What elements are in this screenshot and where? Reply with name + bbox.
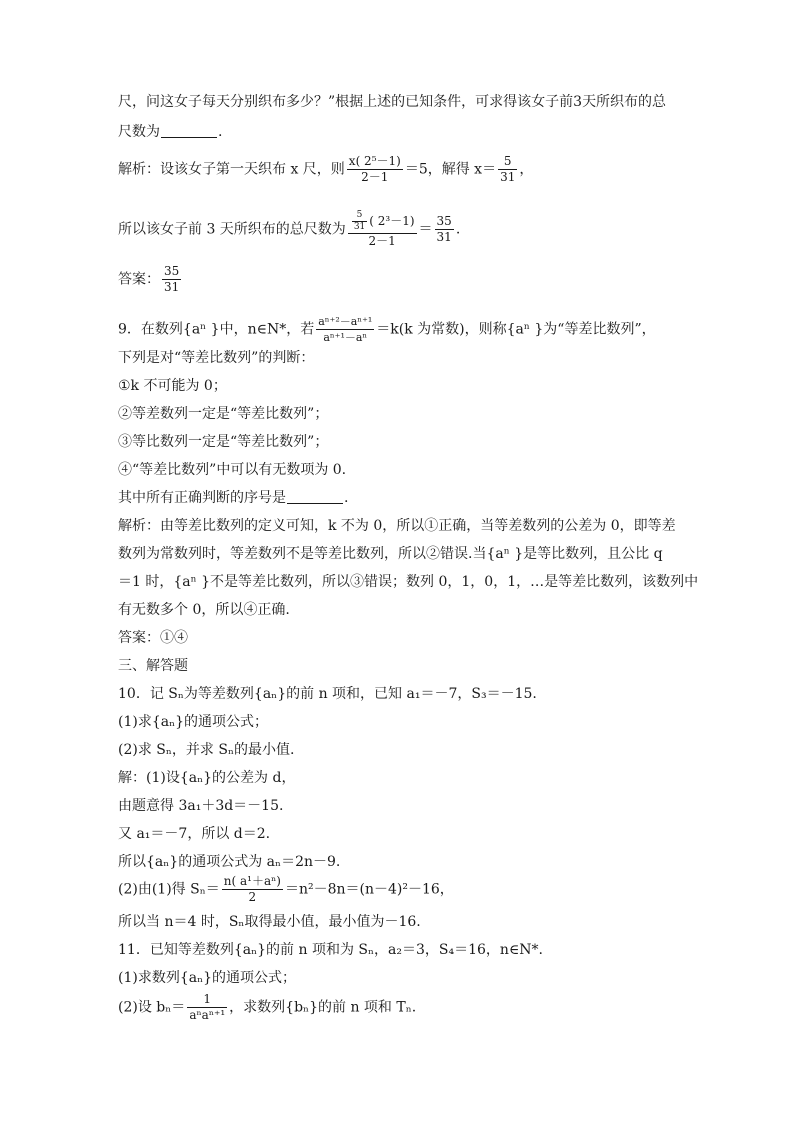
solution-8-line-2 xyxy=(118,210,460,249)
denominator: 31 xyxy=(353,222,366,232)
answer-9: 答案：①④ xyxy=(118,630,188,646)
denominator: 2 xyxy=(248,890,257,904)
fraction xyxy=(435,214,454,245)
solution-9-line-4: 有无数多个 0，所以④正确. xyxy=(118,602,290,618)
text: ＝n²－8n＝(n－4)²－16， xyxy=(284,881,454,898)
numerator: 5 xyxy=(352,210,367,222)
problem-9-line-1 xyxy=(118,314,656,345)
numerator: 1 xyxy=(187,992,227,1008)
numerator xyxy=(348,210,417,234)
numerator: n( a¹＋aⁿ) xyxy=(223,874,281,888)
problem-9-item-3: ③等比数列一定是“等差比数列”； xyxy=(118,434,329,450)
problem-9-question xyxy=(118,488,348,508)
text: ＝ xyxy=(418,221,433,238)
problem-10-part-1: (1)求{aₙ}的通项公式； xyxy=(118,714,269,730)
solution-10-line-3: 又 a₁＝－7，所以 d＝2. xyxy=(118,826,271,842)
solution-10-line-6: 所以当 n＝4 时，Sₙ取得最小值，最小值为－16. xyxy=(118,914,421,930)
numerator: x( 2⁵－1) xyxy=(348,154,401,168)
fraction xyxy=(347,154,403,185)
solution-10-line-5 xyxy=(118,874,454,905)
fraction xyxy=(162,264,181,295)
text: (2)由(1)得 Sₙ＝ xyxy=(118,881,220,898)
text: 答案： xyxy=(118,271,160,288)
problem-11-part-1: (1)求数列{aₙ}的通项公式； xyxy=(118,970,297,986)
answer-blank xyxy=(287,489,343,504)
text: . xyxy=(218,124,223,140)
text: 尺数为 xyxy=(118,124,160,140)
text: . xyxy=(344,490,349,506)
text: (2)设 bₙ＝ xyxy=(118,999,186,1016)
denominator: 31 xyxy=(500,170,516,184)
text: 所以该女子前 3 天所织布的总尺数为 xyxy=(118,221,346,238)
numerator: aⁿ⁺²－aⁿ⁺¹ xyxy=(318,315,373,328)
text: . xyxy=(455,221,461,238)
fraction xyxy=(187,992,227,1023)
answer-8 xyxy=(118,264,183,295)
solution-10-line-1: 解：(1)设{aₙ}的公差为 d， xyxy=(118,770,296,786)
answer-blank xyxy=(161,123,217,138)
fraction xyxy=(222,874,283,905)
problem-10-part-2: (2)求 Sₙ，并求 Sₙ的最小值. xyxy=(118,742,295,758)
text: ＝5，解得 x＝ xyxy=(404,161,497,178)
text: 9．在数列{aⁿ }中，n∈N*，若 xyxy=(118,321,315,338)
denominator: aⁿ⁺¹－aⁿ xyxy=(323,331,368,344)
solution-9-line-2: 数列为常数列时，等差数列不是等差比数列，所以②错误.当{aⁿ }是等比数列，且公比 q xyxy=(118,546,663,562)
problem-8-text-line-2 xyxy=(118,122,222,142)
section-heading: 三、解答题 xyxy=(118,658,188,674)
nested-expression xyxy=(350,210,369,233)
problem-9-item-4: ④“等差比数列”中可以有无数项为 0. xyxy=(118,462,347,478)
problem-9-line-2: 下列是对“等差比数列”的判断： xyxy=(118,350,315,366)
numerator: 5 xyxy=(498,154,517,170)
problem-11-line: 11．已知等差数列{aₙ}的前 n 项和为 Sₙ，a₂＝3，S₄＝16，n∈N*. xyxy=(118,942,544,958)
text: ，求数列{bₙ}的前 n 项和 Tₙ. xyxy=(229,999,417,1016)
inner-fraction xyxy=(352,210,367,233)
fraction xyxy=(498,154,517,185)
solution-9-line-1: 解析：由等差比数列的定义可知，k 不为 0，所以①正确，当等差数列的公差为 0，即等差 xyxy=(118,518,676,534)
problem-9-item-2: ②等差数列一定是“等差比数列”； xyxy=(118,406,329,422)
problem-9-item-1: ①k 不可能为 0； xyxy=(118,378,227,394)
denominator: 31 xyxy=(436,230,452,244)
text: ( 2³－1) xyxy=(369,214,415,228)
solution-10-line-4: 所以{aₙ}的通项公式为 aₙ＝2n－9. xyxy=(118,854,341,870)
fraction xyxy=(316,314,374,345)
problem-10-line: 10．记 Sₙ为等差数列{aₙ}的前 n 项和，已知 a₁＝－7，S₃＝－15. xyxy=(118,686,537,702)
fraction xyxy=(348,210,417,249)
problem-11-part-2 xyxy=(118,992,416,1023)
numerator: 35 xyxy=(436,214,452,228)
denominator: 2－1 xyxy=(361,170,389,184)
numerator: 35 xyxy=(164,264,180,278)
text: 解析：设该女子第一天织布 x 尺，则 xyxy=(118,161,345,178)
problem-8-text-line-1: 尺，问这女子每天分别织布多少？”根据上述的已知条件，可求得该女子前3天所织布的总 xyxy=(118,94,667,110)
text: ， xyxy=(519,161,534,178)
denominator: 31 xyxy=(164,280,180,294)
solution-10-line-2: 由题意得 3a₁＋3d＝－15. xyxy=(118,798,284,814)
denominator: 2－1 xyxy=(368,234,396,248)
text: 其中所有正确判断的序号是 xyxy=(118,490,286,506)
text: ＝k(k 为常数)，则称{aⁿ }为“等差比数列”， xyxy=(376,321,656,338)
denominator: aⁿaⁿ⁺¹ xyxy=(189,1008,226,1022)
solution-8-line-1 xyxy=(118,154,533,185)
solution-9-line-3: ＝1 时，{aⁿ }不是等差比数列，所以③错误；数列 0，1，0，1，…是等差比数列，该数列中 xyxy=(118,574,699,590)
